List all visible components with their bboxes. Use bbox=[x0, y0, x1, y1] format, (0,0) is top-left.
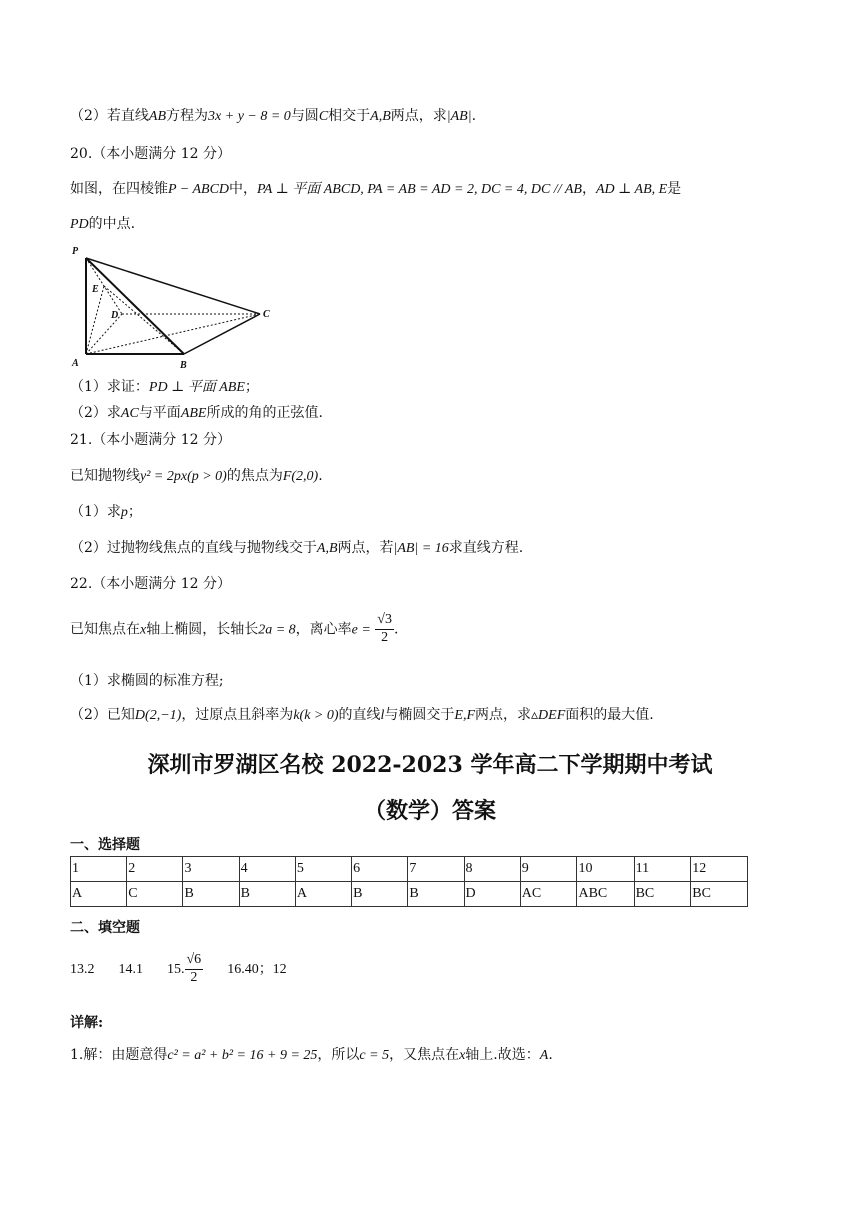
edge-bc bbox=[184, 314, 260, 354]
table-row-numbers bbox=[71, 857, 748, 882]
label-a: A bbox=[72, 358, 79, 369]
q22-part2: （2）已知D(2,−1)，过原点且斜率为k(k > 0)的直线l与椭圆交于E,F两点，求▵DEF面积的最大值. bbox=[70, 707, 654, 723]
table-cell: 12 bbox=[691, 857, 748, 882]
table-cell: A bbox=[295, 882, 351, 907]
table-cell: 11 bbox=[634, 857, 691, 882]
table-cell: C bbox=[127, 882, 183, 907]
table-cell: 1 bbox=[71, 857, 127, 882]
table-cell: B bbox=[408, 882, 464, 907]
q20-header: 20.（本小题满分 12 分） bbox=[70, 146, 231, 162]
answer-16: 16.40；12 bbox=[227, 961, 287, 977]
q22-statement: 已知焦点在x轴上椭圆，长轴长2a = 8，离心率e = $\frac{√3}{2}$ . bbox=[70, 612, 399, 645]
fill-answers bbox=[70, 952, 311, 987]
answer-15: 15. $\frac{√6}{2}$ bbox=[167, 952, 202, 985]
table-cell: 7 bbox=[408, 857, 464, 882]
detail-label: 详解: bbox=[70, 1015, 104, 1031]
table-cell: BC bbox=[691, 882, 748, 907]
table-cell: 9 bbox=[520, 857, 577, 882]
pyramid-figure bbox=[66, 240, 286, 372]
label-c: C bbox=[263, 309, 270, 320]
table-cell: 10 bbox=[577, 857, 634, 882]
table-cell: AC bbox=[520, 882, 577, 907]
q20-statement-line2: PD的中点. bbox=[70, 216, 136, 232]
table-cell: 3 bbox=[183, 857, 239, 882]
section-fill-in: 二、填空题 bbox=[70, 920, 140, 936]
answer-13: 13.2 bbox=[70, 961, 95, 977]
table-cell: 5 bbox=[295, 857, 351, 882]
label-b: B bbox=[180, 360, 187, 371]
table-cell: D bbox=[464, 882, 520, 907]
solution-1: 1.解：由题意得c² = a² + b² = 16 + 9 = 25，所以c = 5，又焦点在x轴上.故选：A. bbox=[70, 1047, 553, 1063]
section-multiple-choice: 一、选择题 bbox=[70, 837, 140, 853]
eccentricity-fraction: $\frac{√3}{2}$ bbox=[377, 612, 392, 645]
label-d: D bbox=[111, 310, 119, 321]
label-e: E bbox=[92, 284, 99, 295]
q20-part1: （1）求证：PD ⊥ 平面 ABE； bbox=[70, 379, 259, 395]
q20-statement-line1: 如图，在四棱锥P − ABCD中，PA ⊥ 平面 ABCD, PA = AB = AD = 2, DC = 4, DC // AB，AD ⊥ AB, E是 bbox=[70, 181, 682, 197]
table-cell: 6 bbox=[352, 857, 408, 882]
answer-subtitle: （数学）答案 bbox=[363, 798, 496, 824]
answer-title: 深圳市罗湖区名校 2022-2023 学年高二下学期期中考试 bbox=[147, 752, 713, 778]
table-cell: 8 bbox=[464, 857, 520, 882]
q21-statement: 已知抛物线y² = 2px(p > 0)的焦点为F(2,0). bbox=[70, 468, 323, 484]
q21-header: 21.（本小题满分 12 分） bbox=[70, 432, 231, 448]
table-cell: A bbox=[71, 882, 127, 907]
table-row-answers bbox=[71, 882, 748, 907]
table-cell: BC bbox=[634, 882, 691, 907]
q20-part2: （2）求AC与平面ABE所成的角的正弦值. bbox=[70, 405, 323, 421]
edge-pb bbox=[86, 258, 184, 354]
table-cell: B bbox=[183, 882, 239, 907]
q22-part1: （1）求椭圆的标准方程; bbox=[70, 673, 224, 689]
label-p: P bbox=[72, 246, 79, 257]
q22-header: 22.（本小题满分 12 分） bbox=[70, 576, 231, 592]
table-cell: B bbox=[239, 882, 295, 907]
q19-part2: （2）若直线AB方程为3x + y − 8 = 0与圆C相交于A,B两点，求|AB|. bbox=[70, 108, 477, 124]
answer-14: 14.1 bbox=[118, 961, 143, 977]
q21-part2: （2）过抛物线焦点的直线与抛物线交于A,B两点，若|AB| = 16求直线方程. bbox=[70, 540, 524, 556]
table-cell: B bbox=[352, 882, 408, 907]
answer-table bbox=[70, 856, 748, 907]
table-cell: 4 bbox=[239, 857, 295, 882]
edge-pc bbox=[86, 258, 260, 314]
q21-part1: （1）求p； bbox=[70, 504, 142, 520]
table-cell: ABC bbox=[577, 882, 634, 907]
answer-15-fraction: $\frac{√6}{2}$ bbox=[186, 952, 202, 985]
table-cell: 2 bbox=[127, 857, 183, 882]
